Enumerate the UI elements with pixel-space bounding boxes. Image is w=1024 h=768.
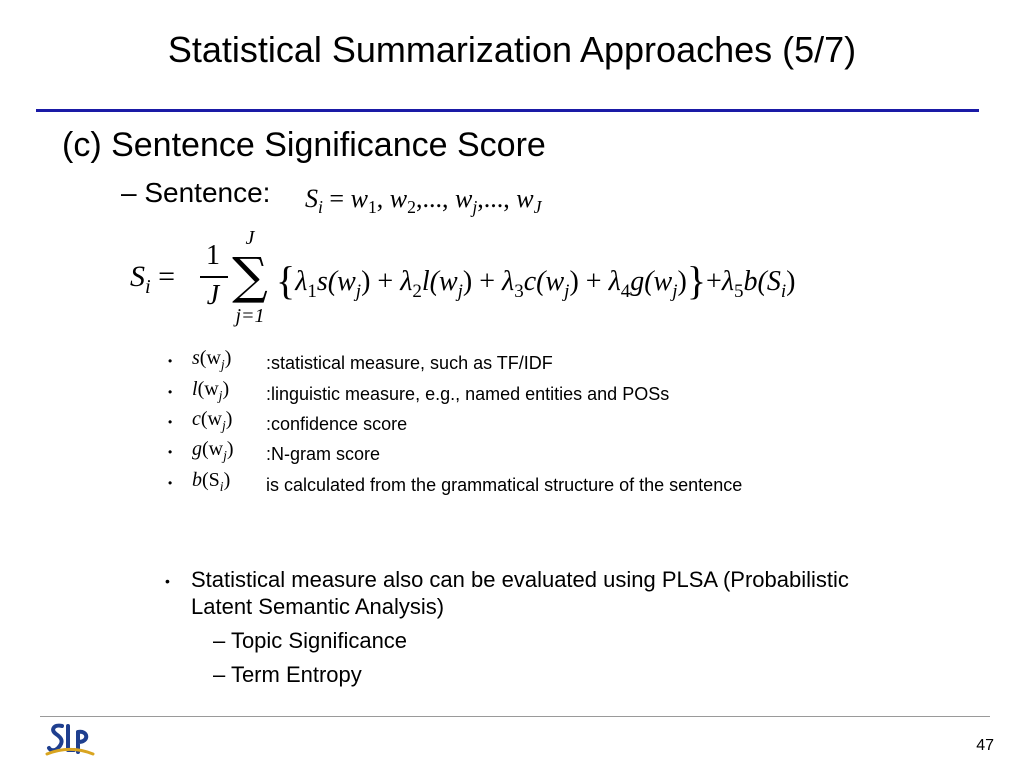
slide-title: Statistical Summarization Approaches (5/7) [167, 29, 857, 70]
title-divider [36, 109, 979, 112]
plsa-text-line-2: Latent Semantic Analysis) [191, 594, 445, 619]
definition-text: is calculated from the grammatical structure of the sentence [266, 475, 743, 495]
sub-item-term-entropy: – Term Entropy [213, 662, 362, 687]
definition-text: :confidence score [266, 414, 408, 434]
definition-item [168, 437, 988, 467]
definition-item [168, 377, 988, 407]
bullet-dot: • [168, 476, 173, 490]
fraction-bar [200, 276, 228, 278]
sentence-label: – Sentence: [121, 177, 271, 208]
open-brace: { [276, 258, 296, 303]
fraction-denominator: J [206, 280, 220, 311]
definition-symbol: $b(S_i)$ [192, 469, 231, 494]
bullet-dot: • [168, 445, 173, 459]
bullet-dot: • [168, 385, 173, 399]
sum-lower-limit: j=1 [235, 305, 265, 327]
significance-score-formula [120, 227, 980, 334]
bullet-dot: • [168, 415, 173, 429]
definition-symbol: $g(w_j)$ [192, 438, 234, 463]
plsa-text-line-1: Statistical measure also can be evaluated using PLSA (Probabilistic [191, 567, 849, 592]
definition-item [168, 346, 988, 376]
sum-upper-limit: J [245, 227, 255, 249]
formula-lhs: $S_i$ = [130, 260, 176, 299]
definition-text: :N-gram score [266, 444, 381, 464]
page-number: 47 [976, 737, 994, 754]
definition-symbol: $c(w_j)$ [192, 408, 233, 433]
section-heading: (c) Sentence Significance Score [62, 126, 546, 164]
sub-item-topic-significance: – Topic Significance [213, 628, 408, 653]
slp-logo [44, 718, 96, 762]
footer-divider [40, 716, 990, 717]
definition-text: :linguistic measure, e.g., named entities and POSs [266, 384, 670, 404]
definition-text: :statistical measure, such as TF/IDF [266, 353, 553, 373]
summation-sign: ∑ [232, 247, 268, 305]
formula-terms: $\{\lambda_1s(w_j) + \lambda_2l(w_j) + \lambda_3c(w_j) + \lambda_4g(w_j)\}+\lambda_5b(S_i)$ [276, 258, 796, 303]
sentence-formula: $S_i = w_1$, $w_2$,..., $w_j$,..., $w_J$ [305, 184, 542, 218]
definition-item [168, 468, 988, 498]
bullet-dot: • [165, 573, 170, 589]
definition-symbol: $s(w_j)$ [192, 347, 232, 372]
definition-item [168, 407, 988, 437]
close-brace: } [686, 258, 707, 303]
bullet-dot: • [168, 354, 173, 368]
definition-symbol: $l(w_j)$ [192, 378, 230, 403]
fraction-numerator: 1 [206, 240, 220, 271]
plsa-text [191, 566, 985, 620]
